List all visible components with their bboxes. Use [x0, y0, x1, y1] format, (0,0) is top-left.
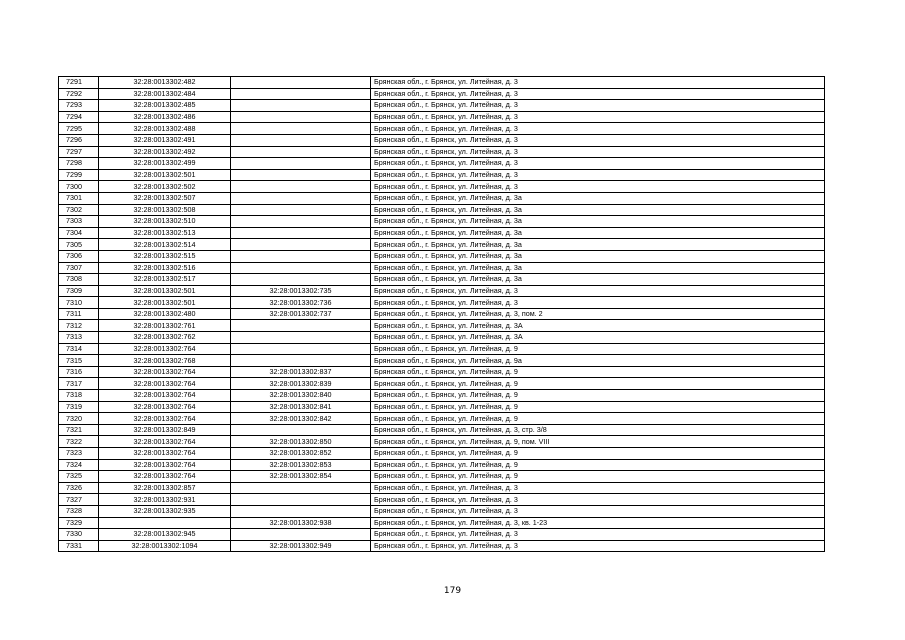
address-cell: Брянская обл., г. Брянск, ул. Литейная, д. 3: [371, 77, 825, 89]
table-row: [59, 436, 825, 448]
address-cell: Брянская обл., г. Брянск, ул. Литейная, д. 9: [371, 448, 825, 460]
row-number-cell: 7292: [59, 88, 99, 100]
row-number-cell: 7316: [59, 366, 99, 378]
parent-cadastral-number-cell: 32:28:0013302:850: [231, 436, 371, 448]
cadastral-number-cell: 32:28:0013302:945: [99, 529, 231, 541]
parent-cadastral-number-cell: [231, 343, 371, 355]
parent-cadastral-number-cell: [231, 100, 371, 112]
table-row: [59, 332, 825, 344]
parent-cadastral-number-cell: [231, 111, 371, 123]
parent-cadastral-number-cell: [231, 192, 371, 204]
table-row: [59, 540, 825, 552]
table-row: [59, 297, 825, 309]
table-row: [59, 378, 825, 390]
cadastral-number-cell: 32:28:0013302:491: [99, 134, 231, 146]
address-cell: Брянская обл., г. Брянск, ул. Литейная, д. 3: [371, 297, 825, 309]
cadastral-number-cell: 32:28:0013302:931: [99, 494, 231, 506]
row-number-cell: 7298: [59, 158, 99, 170]
parent-cadastral-number-cell: [231, 332, 371, 344]
table-row: [59, 204, 825, 216]
table-row: [59, 366, 825, 378]
row-number-cell: 7321: [59, 424, 99, 436]
table-row: [59, 320, 825, 332]
cadastral-number-cell: 32:28:0013302:501: [99, 297, 231, 309]
table-row: [59, 123, 825, 135]
cadastral-number-cell: 32:28:0013302:761: [99, 320, 231, 332]
row-number-cell: 7314: [59, 343, 99, 355]
row-number-cell: 7302: [59, 204, 99, 216]
cadastral-number-cell: 32:28:0013302:480: [99, 308, 231, 320]
row-number-cell: 7318: [59, 390, 99, 402]
address-cell: Брянская обл., г. Брянск, ул. Литейная, д. 3а: [371, 227, 825, 239]
row-number-cell: 7300: [59, 181, 99, 193]
parent-cadastral-number-cell: 32:28:0013302:842: [231, 413, 371, 425]
address-cell: Брянская обл., г. Брянск, ул. Литейная, д. 3: [371, 285, 825, 297]
address-cell: Брянская обл., г. Брянск, ул. Литейная, д. 3: [371, 158, 825, 170]
cadastral-number-cell: 32:28:0013302:768: [99, 355, 231, 367]
table-row: [59, 390, 825, 402]
parent-cadastral-number-cell: 32:28:0013302:938: [231, 517, 371, 529]
address-cell: Брянская обл., г. Брянск, ул. Литейная, д. 3: [371, 123, 825, 135]
row-number-cell: 7304: [59, 227, 99, 239]
cadastral-number-cell: 32:28:0013302:764: [99, 343, 231, 355]
table-row: [59, 227, 825, 239]
cadastral-number-cell: 32:28:0013302:507: [99, 192, 231, 204]
cadastral-number-cell: 32:28:0013302:764: [99, 378, 231, 390]
cadastral-number-cell: 32:28:0013302:501: [99, 285, 231, 297]
cadastral-number-cell: 32:28:0013302:488: [99, 123, 231, 135]
address-cell: Брянская обл., г. Брянск, ул. Литейная, д. 9: [371, 413, 825, 425]
cadastral-number-cell: 32:28:0013302:762: [99, 332, 231, 344]
parent-cadastral-number-cell: 32:28:0013302:853: [231, 459, 371, 471]
row-number-cell: 7326: [59, 482, 99, 494]
cadastral-number-cell: 32:28:0013302:486: [99, 111, 231, 123]
table-row: [59, 308, 825, 320]
table-row: [59, 448, 825, 460]
parent-cadastral-number-cell: [231, 274, 371, 286]
table-row: [59, 181, 825, 193]
address-cell: Брянская обл., г. Брянск, ул. Литейная, д. 3: [371, 540, 825, 552]
row-number-cell: 7330: [59, 529, 99, 541]
address-cell: Брянская обл., г. Брянск, ул. Литейная, д. 3А: [371, 320, 825, 332]
parent-cadastral-number-cell: 32:28:0013302:736: [231, 297, 371, 309]
address-cell: Брянская обл., г. Брянск, ул. Литейная, д. 3а: [371, 204, 825, 216]
parent-cadastral-number-cell: [231, 494, 371, 506]
cadastral-number-cell: 32:28:0013302:485: [99, 100, 231, 112]
parent-cadastral-number-cell: [231, 239, 371, 251]
row-number-cell: 7303: [59, 216, 99, 228]
cadastral-number-cell: 32:28:0013302:764: [99, 459, 231, 471]
parent-cadastral-number-cell: [231, 262, 371, 274]
parent-cadastral-number-cell: 32:28:0013302:837: [231, 366, 371, 378]
cadastral-number-cell: 32:28:0013302:764: [99, 471, 231, 483]
address-cell: Брянская обл., г. Брянск, ул. Литейная, д. 9: [371, 343, 825, 355]
parent-cadastral-number-cell: [231, 123, 371, 135]
cadastral-number-cell: 32:28:0013302:764: [99, 390, 231, 402]
parent-cadastral-number-cell: 32:28:0013302:854: [231, 471, 371, 483]
address-cell: Брянская обл., г. Брянск, ул. Литейная, д. 9: [371, 366, 825, 378]
cadastral-number-cell: 32:28:0013302:764: [99, 413, 231, 425]
cadastral-number-cell: 32:28:0013302:1094: [99, 540, 231, 552]
row-number-cell: 7310: [59, 297, 99, 309]
parent-cadastral-number-cell: [231, 482, 371, 494]
table-row: [59, 100, 825, 112]
row-number-cell: 7294: [59, 111, 99, 123]
cadastral-number-cell: 32:28:0013302:508: [99, 204, 231, 216]
row-number-cell: 7306: [59, 250, 99, 262]
table-row: [59, 88, 825, 100]
address-cell: Брянская обл., г. Брянск, ул. Литейная, д. 3: [371, 111, 825, 123]
parent-cadastral-number-cell: 32:28:0013302:852: [231, 448, 371, 460]
parent-cadastral-number-cell: [231, 134, 371, 146]
parent-cadastral-number-cell: [231, 250, 371, 262]
cadastral-number-cell: 32:28:0013302:764: [99, 436, 231, 448]
row-number-cell: 7311: [59, 308, 99, 320]
row-number-cell: 7293: [59, 100, 99, 112]
cadastral-number-cell: 32:28:0013302:501: [99, 169, 231, 181]
row-number-cell: 7301: [59, 192, 99, 204]
table-row: [59, 239, 825, 251]
cadastral-number-cell: 32:28:0013302:502: [99, 181, 231, 193]
row-number-cell: 7312: [59, 320, 99, 332]
address-cell: Брянская обл., г. Брянск, ул. Литейная, д. 9, пом. VIII: [371, 436, 825, 448]
parent-cadastral-number-cell: [231, 158, 371, 170]
row-number-cell: 7299: [59, 169, 99, 181]
row-number-cell: 7295: [59, 123, 99, 135]
cadastral-number-cell: 32:28:0013302:515: [99, 250, 231, 262]
address-cell: Брянская обл., г. Брянск, ул. Литейная, д. 9: [371, 401, 825, 413]
table-row: [59, 158, 825, 170]
address-cell: Брянская обл., г. Брянск, ул. Литейная, д. 3а: [371, 239, 825, 251]
row-number-cell: 7325: [59, 471, 99, 483]
table-row: [59, 517, 825, 529]
address-cell: Брянская обл., г. Брянск, ул. Литейная, д. 3а: [371, 192, 825, 204]
cadastral-number-cell: 32:28:0013302:764: [99, 366, 231, 378]
address-cell: Брянская обл., г. Брянск, ул. Литейная, д. 3, стр. 3/8: [371, 424, 825, 436]
parent-cadastral-number-cell: 32:28:0013302:949: [231, 540, 371, 552]
parent-cadastral-number-cell: 32:28:0013302:735: [231, 285, 371, 297]
cadastral-number-cell: 32:28:0013302:517: [99, 274, 231, 286]
cadastral-number-cell: 32:28:0013302:510: [99, 216, 231, 228]
parent-cadastral-number-cell: [231, 169, 371, 181]
address-cell: Брянская обл., г. Брянск, ул. Литейная, д. 3: [371, 482, 825, 494]
table-row: [59, 134, 825, 146]
address-cell: Брянская обл., г. Брянск, ул. Литейная, д. 3: [371, 88, 825, 100]
cadastral-number-cell: 32:28:0013302:857: [99, 482, 231, 494]
row-number-cell: 7323: [59, 448, 99, 460]
address-cell: Брянская обл., г. Брянск, ул. Литейная, д. 3: [371, 146, 825, 158]
table-row: [59, 505, 825, 517]
row-number-cell: 7297: [59, 146, 99, 158]
row-number-cell: 7329: [59, 517, 99, 529]
address-cell: Брянская обл., г. Брянск, ул. Литейная, д. 3: [371, 494, 825, 506]
row-number-cell: 7309: [59, 285, 99, 297]
table-row: [59, 401, 825, 413]
table-row: [59, 459, 825, 471]
table-row: [59, 471, 825, 483]
table-row: [59, 146, 825, 158]
row-number-cell: 7291: [59, 77, 99, 89]
table-row: [59, 169, 825, 181]
cadastral-number-cell: 32:28:0013302:514: [99, 239, 231, 251]
parent-cadastral-number-cell: [231, 77, 371, 89]
table-row: [59, 274, 825, 286]
parent-cadastral-number-cell: [231, 424, 371, 436]
row-number-cell: 7320: [59, 413, 99, 425]
row-number-cell: 7331: [59, 540, 99, 552]
address-cell: Брянская обл., г. Брянск, ул. Литейная, д. 3: [371, 505, 825, 517]
table-row: [59, 529, 825, 541]
parent-cadastral-number-cell: [231, 204, 371, 216]
table-row: [59, 285, 825, 297]
cadastral-number-cell: 32:28:0013302:499: [99, 158, 231, 170]
cadastral-number-cell: 32:28:0013302:764: [99, 448, 231, 460]
parent-cadastral-number-cell: 32:28:0013302:839: [231, 378, 371, 390]
address-cell: Брянская обл., г. Брянск, ул. Литейная, д. 3, пом. 2: [371, 308, 825, 320]
cadastral-number-cell: 32:28:0013302:484: [99, 88, 231, 100]
parent-cadastral-number-cell: [231, 505, 371, 517]
parent-cadastral-number-cell: [231, 355, 371, 367]
cadastral-number-cell: 32:28:0013302:764: [99, 401, 231, 413]
row-number-cell: 7324: [59, 459, 99, 471]
parent-cadastral-number-cell: [231, 227, 371, 239]
address-cell: Брянская обл., г. Брянск, ул. Литейная, д. 3а: [371, 274, 825, 286]
row-number-cell: 7319: [59, 401, 99, 413]
row-number-cell: 7322: [59, 436, 99, 448]
table-row: [59, 250, 825, 262]
address-cell: Брянская обл., г. Брянск, ул. Литейная, д. 9: [371, 378, 825, 390]
table-row: [59, 111, 825, 123]
address-cell: Брянская обл., г. Брянск, ул. Литейная, д. 3, кв. 1-23: [371, 517, 825, 529]
table-row: [59, 424, 825, 436]
address-cell: Брянская обл., г. Брянск, ул. Литейная, д. 3а: [371, 216, 825, 228]
row-number-cell: 7307: [59, 262, 99, 274]
address-cell: Брянская обл., г. Брянск, ул. Литейная, д. 9а: [371, 355, 825, 367]
table-row: [59, 482, 825, 494]
parent-cadastral-number-cell: [231, 181, 371, 193]
registry-table: [58, 76, 825, 552]
address-cell: Брянская обл., г. Брянск, ул. Литейная, д. 9: [371, 390, 825, 402]
row-number-cell: 7327: [59, 494, 99, 506]
cadastral-number-cell: 32:28:0013302:482: [99, 77, 231, 89]
parent-cadastral-number-cell: 32:28:0013302:737: [231, 308, 371, 320]
parent-cadastral-number-cell: [231, 216, 371, 228]
cadastral-number-cell: 32:28:0013302:849: [99, 424, 231, 436]
table-row: [59, 494, 825, 506]
registry-table-body: [59, 77, 825, 552]
parent-cadastral-number-cell: [231, 88, 371, 100]
page-number: 179: [443, 586, 462, 596]
address-cell: Брянская обл., г. Брянск, ул. Литейная, д. 3: [371, 529, 825, 541]
table-row: [59, 262, 825, 274]
row-number-cell: 7313: [59, 332, 99, 344]
parent-cadastral-number-cell: 32:28:0013302:841: [231, 401, 371, 413]
address-cell: Брянская обл., г. Брянск, ул. Литейная, д. 3: [371, 169, 825, 181]
address-cell: Брянская обл., г. Брянск, ул. Литейная, д. 3: [371, 100, 825, 112]
row-number-cell: 7317: [59, 378, 99, 390]
table-row: [59, 77, 825, 89]
address-cell: Брянская обл., г. Брянск, ул. Литейная, д. 3а: [371, 250, 825, 262]
address-cell: Брянская обл., г. Брянск, ул. Литейная, д. 9: [371, 459, 825, 471]
row-number-cell: 7305: [59, 239, 99, 251]
table-row: [59, 192, 825, 204]
row-number-cell: 7315: [59, 355, 99, 367]
cadastral-number-cell: [99, 517, 231, 529]
table-row: [59, 343, 825, 355]
row-number-cell: 7328: [59, 505, 99, 517]
row-number-cell: 7296: [59, 134, 99, 146]
parent-cadastral-number-cell: [231, 529, 371, 541]
cadastral-number-cell: 32:28:0013302:492: [99, 146, 231, 158]
cadastral-number-cell: 32:28:0013302:513: [99, 227, 231, 239]
cadastral-number-cell: 32:28:0013302:516: [99, 262, 231, 274]
row-number-cell: 7308: [59, 274, 99, 286]
address-cell: Брянская обл., г. Брянск, ул. Литейная, д. 3а: [371, 262, 825, 274]
table-row: [59, 413, 825, 425]
address-cell: Брянская обл., г. Брянск, ул. Литейная, д. 3: [371, 181, 825, 193]
parent-cadastral-number-cell: [231, 146, 371, 158]
table-row: [59, 216, 825, 228]
address-cell: Брянская обл., г. Брянск, ул. Литейная, д. 9: [371, 471, 825, 483]
parent-cadastral-number-cell: 32:28:0013302:840: [231, 390, 371, 402]
address-cell: Брянская обл., г. Брянск, ул. Литейная, д. 3: [371, 134, 825, 146]
cadastral-number-cell: 32:28:0013302:935: [99, 505, 231, 517]
table-row: [59, 355, 825, 367]
address-cell: Брянская обл., г. Брянск, ул. Литейная, д. 3А: [371, 332, 825, 344]
parent-cadastral-number-cell: [231, 320, 371, 332]
